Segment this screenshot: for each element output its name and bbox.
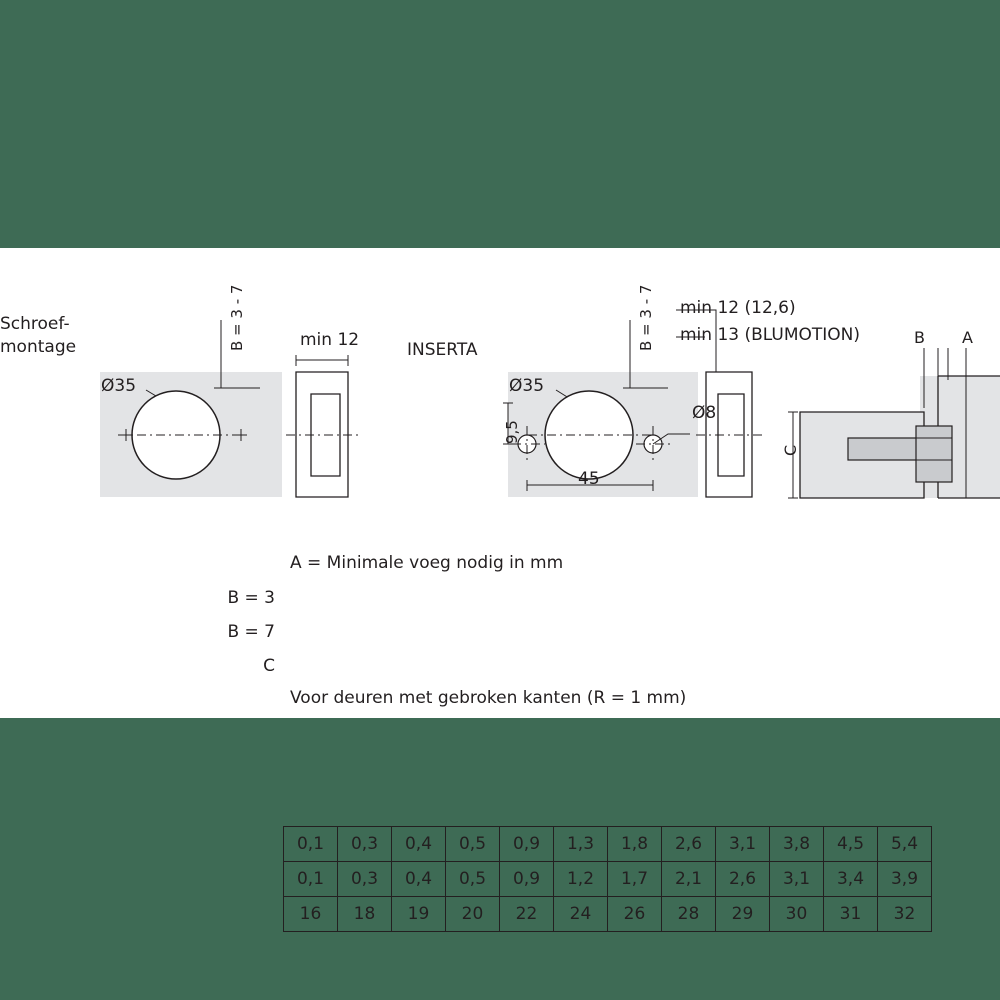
table-cell: 2,1: [662, 862, 716, 897]
left-dim-hole-label: Ø35: [101, 376, 137, 396]
table-row: [284, 862, 932, 897]
table-row-label-b3: B = 3: [227, 588, 275, 608]
table-cell: 4,5: [824, 827, 878, 862]
table-cell: 3,1: [716, 827, 770, 862]
table-cell: 0,3: [338, 862, 392, 897]
table-cell: 3,1: [770, 862, 824, 897]
table-row: [284, 897, 932, 932]
table-cell: 0,4: [392, 827, 446, 862]
inserta-min13-label: min 13 (BLUMOTION): [680, 325, 861, 345]
table-caption-bottom: Voor deuren met gebroken kanten (R = 1 mm): [290, 688, 687, 708]
table-cell: 1,7: [608, 862, 662, 897]
table-cell: 0,5: [446, 827, 500, 862]
table-cell: 0,4: [392, 862, 446, 897]
left-min12-label: min 12: [300, 330, 360, 350]
left-dim-b-label: B = 3 - 7: [228, 284, 246, 351]
table-cell: 24: [554, 897, 608, 932]
table-cell: 1,8: [608, 827, 662, 862]
table-cell: 0,9: [500, 827, 554, 862]
table-cell: 5,4: [878, 827, 932, 862]
table-row: [284, 827, 932, 862]
table-cell: 3,4: [824, 862, 878, 897]
right-section-drawing: [0, 248, 1000, 718]
table-cell: 19: [392, 897, 446, 932]
table-cell: 0,1: [284, 862, 338, 897]
table-cell: 22: [500, 897, 554, 932]
table-cell: 18: [338, 897, 392, 932]
schroefmontage-title-line2: montage: [0, 337, 77, 357]
inserta-title: INSERTA: [407, 340, 478, 360]
table-cell: 3,9: [878, 862, 932, 897]
table-cell: 1,3: [554, 827, 608, 862]
inserta-dim-hole-label: Ø35: [509, 376, 545, 396]
table-cell: 1,2: [554, 862, 608, 897]
inserta-dim-small-hole-label: Ø8: [692, 403, 717, 423]
table-cell: 0,5: [446, 862, 500, 897]
diagram-sheet: [0, 248, 1000, 924]
inserta-spacing-label: 45: [578, 469, 600, 489]
table-cell: 0,1: [284, 827, 338, 862]
table-row-label-c: C: [263, 656, 275, 676]
table-cell: 3,8: [770, 827, 824, 862]
table-cell: 20: [446, 897, 500, 932]
right-label-a: A: [962, 328, 973, 347]
table-cell: 30: [770, 897, 824, 932]
table-cell: 2,6: [716, 862, 770, 897]
right-label-c: C: [781, 444, 800, 456]
table-cell: 29: [716, 897, 770, 932]
table-cell: 32: [878, 897, 932, 932]
middle-dim-b-label: B = 3 - 7: [637, 284, 655, 351]
right-label-b: B: [914, 328, 925, 347]
table-cell: 26: [608, 897, 662, 932]
inserta-offset-label: 9,5: [503, 420, 521, 444]
table-cell: 2,6: [662, 827, 716, 862]
table-cell: 31: [824, 897, 878, 932]
table-cell: 0,3: [338, 827, 392, 862]
joint-gap-table: [283, 826, 932, 932]
table-cell: 28: [662, 897, 716, 932]
table-cell: 0,9: [500, 862, 554, 897]
inserta-min12-label: min 12 (12,6): [680, 298, 796, 318]
table-row-label-b7: B = 7: [227, 622, 275, 642]
schroefmontage-title-line1: Schroef-: [0, 314, 70, 334]
table-cell: 16: [284, 897, 338, 932]
table-caption-top: A = Minimale voeg nodig in mm: [290, 553, 564, 573]
